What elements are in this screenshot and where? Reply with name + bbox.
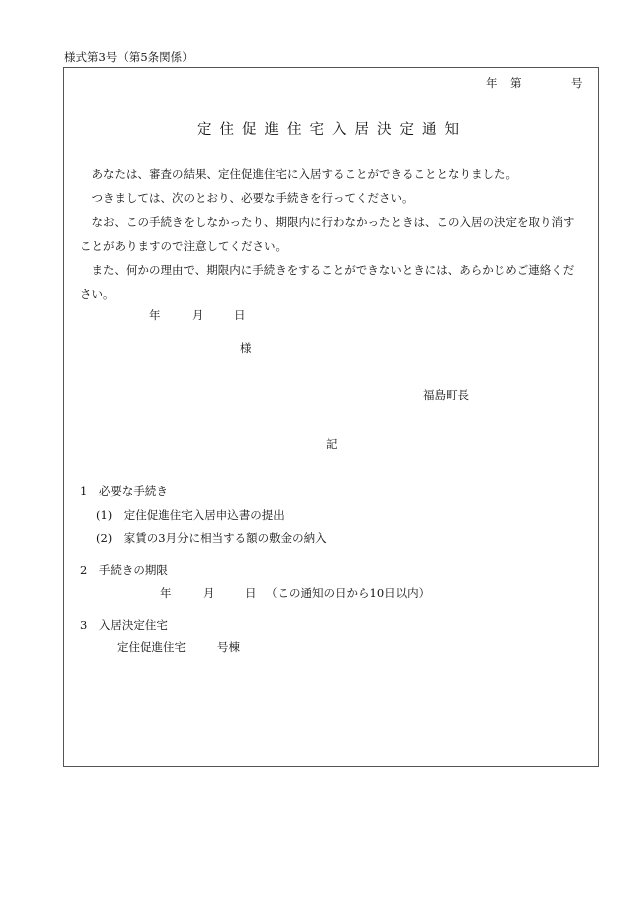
form-label: 様式第3号（第5条関係） [64, 50, 194, 64]
deadline-month: 月 [203, 586, 215, 600]
section-heading: 1 必要な手続き [80, 484, 168, 498]
body-text [80, 162, 584, 306]
deadline-day: 日 [245, 586, 257, 600]
number-dai: 第 [510, 76, 522, 90]
deadline-year: 年 [160, 586, 172, 600]
date-year: 年 [149, 308, 161, 322]
section-heading: 2 手続きの期限 [80, 563, 168, 577]
body-paragraph-2: つきましては、次のとおり、必要な手続きを行ってください。 [80, 191, 414, 205]
housing-unit-suffix: 号棟 [217, 640, 240, 654]
body-paragraph-4: また、何かの理由で、期限内に手続きをすることができないときには、あらかじめご連絡ください。 [80, 263, 575, 301]
number-year: 年 [486, 76, 498, 90]
section-heading: 3 入居決定住宅 [80, 618, 168, 632]
housing-name: 定住促進住宅 [117, 640, 186, 654]
date-month: 月 [192, 308, 204, 322]
date-day: 日 [234, 308, 246, 322]
recipient-suffix: 様 [240, 341, 252, 355]
procedure-item: (1) 定住促進住宅入居申込書の提出 [96, 508, 285, 522]
body-paragraph-3: なお、この手続きをしなかったり、期限内に行わなかったときは、この入居の決定を取り消すことがありますので注意してください。 [80, 215, 575, 253]
body-paragraph-1: あなたは、審査の結果、定住促進住宅に入居することができることとなりました。 [80, 167, 517, 181]
record-mark: 記 [326, 437, 338, 451]
deadline-note: （この通知の日から10日以内） [266, 586, 431, 600]
issuer: 福島町長 [423, 388, 469, 402]
procedure-item: (2) 家賃の3月分に相当する額の敷金の納入 [96, 531, 327, 545]
document-title: 定住促進住宅入居決定通知 [197, 122, 467, 138]
number-go: 号 [571, 76, 583, 90]
